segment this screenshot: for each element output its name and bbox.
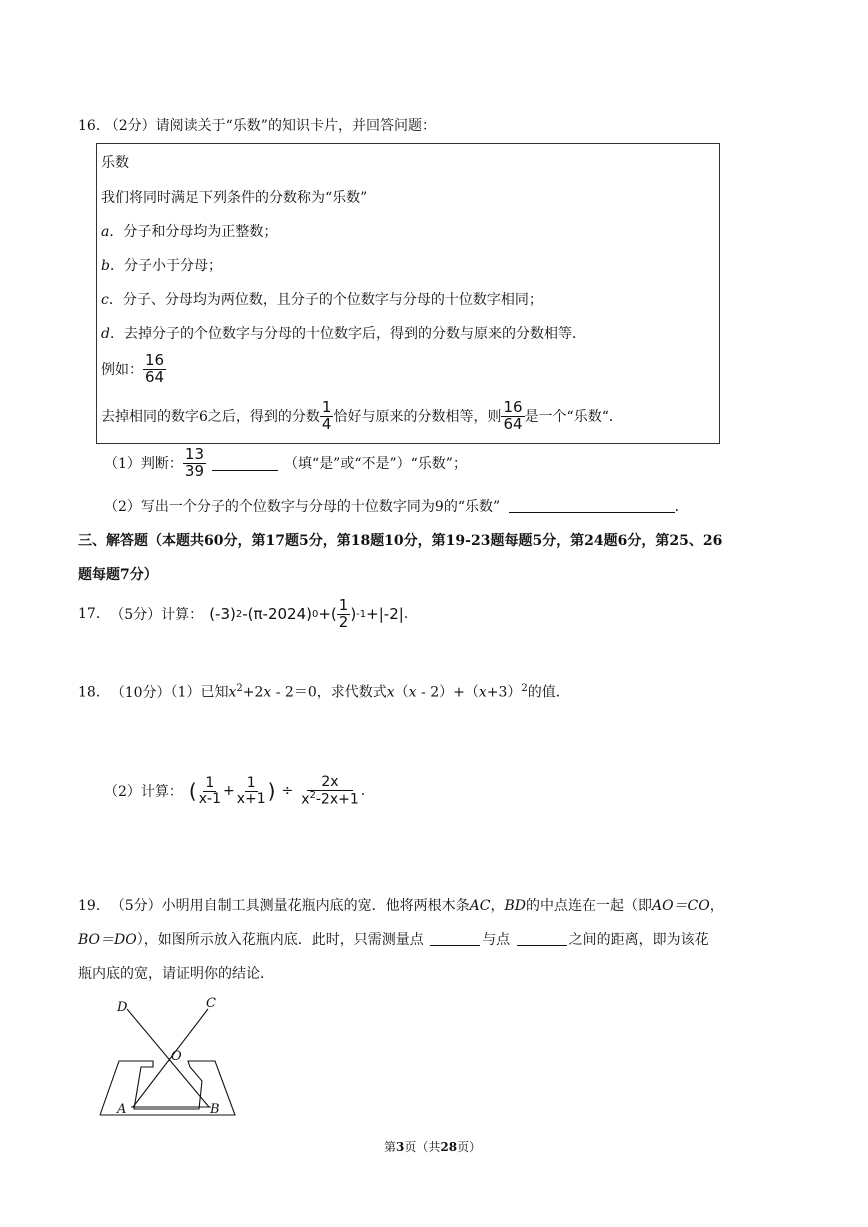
card-condition-a [101, 222, 277, 242]
q18-part1 [78, 679, 570, 703]
q19-number: 19. [78, 898, 101, 914]
q19-line1-d: ， [709, 898, 724, 914]
q18-score: （10分） [110, 684, 171, 701]
explain-text-1: 去掉相同的数字6之后，得到的分数 [101, 409, 320, 426]
q19-ac: AC [469, 898, 491, 914]
cond-a-label: a [101, 224, 110, 240]
card-explanation [101, 400, 623, 433]
q17-term-d: ) [350, 605, 357, 624]
label-c: C [206, 996, 216, 1011]
card-intro: 我们将同时满足下列条件的分数称为“乐数” [101, 190, 368, 206]
explain-frac2-num: 16 [503, 398, 523, 416]
q19-bd: BD [504, 898, 526, 914]
q18-p1-sq2: 2 [521, 683, 528, 694]
q19-point-blank-1[interactable] [430, 931, 480, 946]
footer-post: 页） [457, 1140, 482, 1154]
part1-den: 39 [184, 461, 205, 480]
q18-p2-fraction-2 [235, 776, 268, 806]
q18-p2-rparen: ) [267, 779, 276, 804]
card-condition-b [101, 256, 222, 276]
page-footer [384, 1137, 481, 1157]
q17-score: （5分）计算： [110, 607, 204, 624]
example-fraction [143, 353, 166, 386]
q19-bo-do: BO＝DO [78, 932, 137, 948]
q18-p1-x3: x [386, 684, 395, 701]
cond-a-text: ．分子和分母均为正整数； [109, 224, 278, 240]
q18-p1-x5: x [478, 684, 487, 701]
footer-total: 28 [440, 1140, 458, 1154]
explain-text-3: 是一个“乐数“． [524, 409, 623, 426]
q18-p1-x: x [228, 684, 237, 701]
q18-p2-f3-den-exp: 2 [309, 789, 316, 801]
q18-p2-fraction-1 [197, 776, 223, 806]
part1-tail: （填“是”或“不是”）“乐数”； [284, 456, 467, 473]
q18-p1-a: （1）已知 [170, 684, 229, 701]
q17-term-a: (-3) [209, 605, 236, 624]
q17-end: . [403, 606, 409, 623]
q19-ao-co: AO＝CO [651, 898, 710, 914]
q19-line1-b: ， [490, 898, 505, 914]
q17-fraction [337, 598, 351, 631]
cond-c-label: c [101, 292, 109, 308]
q18-p1-d: （ [394, 684, 409, 701]
q19-line2-b: 与点 [482, 932, 511, 948]
part1-num: 13 [184, 445, 205, 463]
q19-line3: 瓶内底的宽，请证明你的结论． [78, 966, 274, 982]
q17-term-c: +( [318, 605, 337, 624]
q17-exp-a: 2 [235, 608, 243, 620]
part1-answer-blank[interactable] [212, 456, 278, 471]
q18-p2-fraction-3 [299, 775, 361, 807]
explain-text-2: 恰好与原来的分数相等，则 [333, 409, 502, 426]
part2-end: ． [674, 499, 689, 515]
q18-p1-f: +3） [486, 684, 522, 701]
label-o: O [171, 1049, 182, 1064]
footer-pre: 第 [384, 1140, 397, 1154]
q18-p1-b: +2 [242, 684, 264, 701]
q18-p1-sq: 2 [236, 683, 243, 694]
q17 [78, 598, 408, 631]
label-a: A [117, 1102, 127, 1117]
q18-part2 [104, 775, 365, 807]
section3-heading-line2: 题每题7分） [78, 567, 158, 583]
footer-page: 3 [396, 1140, 405, 1154]
card-title: 乐数 [101, 155, 129, 171]
part2-answer-blank[interactable] [509, 498, 675, 513]
label-d: D [117, 1000, 128, 1015]
q17-exp-d: -1 [356, 608, 367, 620]
cond-c-text: ．分子、分母均为两位数，且分子的个位数字与分母的十位数字相同； [108, 292, 543, 308]
vase-diagram [95, 995, 245, 1120]
q18-p2-f3-den [299, 791, 361, 807]
cond-b-label: b [101, 258, 110, 274]
q17-exp-b: 0 [311, 608, 319, 620]
q18-p2-f3-den-a: x [301, 791, 310, 808]
explain-frac1-den: 4 [321, 414, 332, 433]
q18-p1-c: - 2＝0，求代数式 [271, 684, 387, 701]
q18-p2-f3-den-b: -2x+1 [315, 791, 359, 808]
q18-p2-end: . [360, 783, 366, 800]
q18-p2-plus: + [222, 783, 235, 800]
example-numerator: 16 [145, 351, 165, 369]
explain-fraction-2 [501, 400, 524, 433]
q16-score: （2分） [104, 118, 156, 134]
cond-d-label: d [101, 326, 110, 342]
q19-line2-a: ），如图所示放入花瓶内底．此时，只需测量点 [136, 932, 424, 948]
q17-number: 17. [78, 606, 101, 623]
q19-point-blank-2[interactable] [517, 931, 567, 946]
q18-p2-label: （2）计算： [104, 784, 183, 801]
part1-fraction [183, 447, 206, 480]
q18-p1-e: - 2）+（ [416, 684, 479, 701]
footer-mid: 页（共 [404, 1140, 441, 1154]
q18-number: 18. [78, 684, 101, 701]
cond-b-text: ．分子小于分母； [109, 258, 222, 274]
q16-part1 [104, 447, 467, 480]
q19-line2-c: 之间的距离，即为该花 [568, 932, 709, 948]
example-label: 例如： [101, 362, 143, 379]
q16-part2 [104, 497, 689, 517]
q18-p2-f2-den: x+1 [236, 790, 266, 807]
q17-term-e: +|-2| [366, 605, 404, 624]
q18-p1-x2: x [263, 684, 272, 701]
q18-p2-f3-num: 2x [307, 775, 352, 791]
q16-stem [78, 116, 436, 136]
example-denominator: 64 [145, 367, 165, 386]
q17-term-b: -(π-2024) [242, 605, 312, 624]
card-example [101, 353, 166, 386]
cond-d-text: ．去掉分子的个位数字与分母的十位数字后，得到的分数与原来的分数相等． [109, 326, 586, 342]
q16-number: 16. [78, 118, 101, 134]
q18-p2-f1-num: 1 [205, 774, 215, 791]
q16-prompt: 请阅读关于“乐数”的知识卡片，并回答问题： [155, 118, 436, 134]
card-condition-d [101, 324, 586, 344]
q19-line1-a: （5分）小明用自制工具测量花瓶内底的宽．他将两根木条 [110, 898, 470, 914]
q17-expression [209, 598, 404, 631]
q18-p1-x4: x [408, 684, 417, 701]
q19-line1-c: 的中点连在一起（即 [525, 898, 652, 914]
part1-label: （1）判断： [104, 456, 183, 473]
q18-p1-g: 的值． [527, 684, 570, 701]
part2-text: （2）写出一个分子的个位数字与分母的十位数字同为9的“乐数” [104, 499, 501, 515]
section3-heading-line1: 三、解答题（本题共60分，第17题5分，第18题10分，第19-23题每题5分，第24题6分，第25、26 [78, 533, 723, 549]
q17-frac-num: 1 [338, 596, 349, 614]
label-b: B [210, 1102, 220, 1117]
q18-p2-expression [189, 775, 361, 807]
q17-frac-den: 2 [338, 612, 349, 631]
q18-p2-lparen: ( [188, 779, 197, 804]
q18-p2-f2-num: 1 [246, 774, 256, 791]
q19-line2 [78, 930, 709, 950]
card-condition-c [101, 290, 543, 310]
q18-p2-f1-den: x-1 [198, 790, 221, 807]
explain-fraction-1 [320, 400, 334, 433]
explain-frac1-num: 1 [321, 398, 332, 416]
q18-p2-divide: ÷ [281, 783, 294, 800]
q19-line1 [78, 896, 724, 916]
explain-frac2-den: 64 [503, 414, 523, 433]
